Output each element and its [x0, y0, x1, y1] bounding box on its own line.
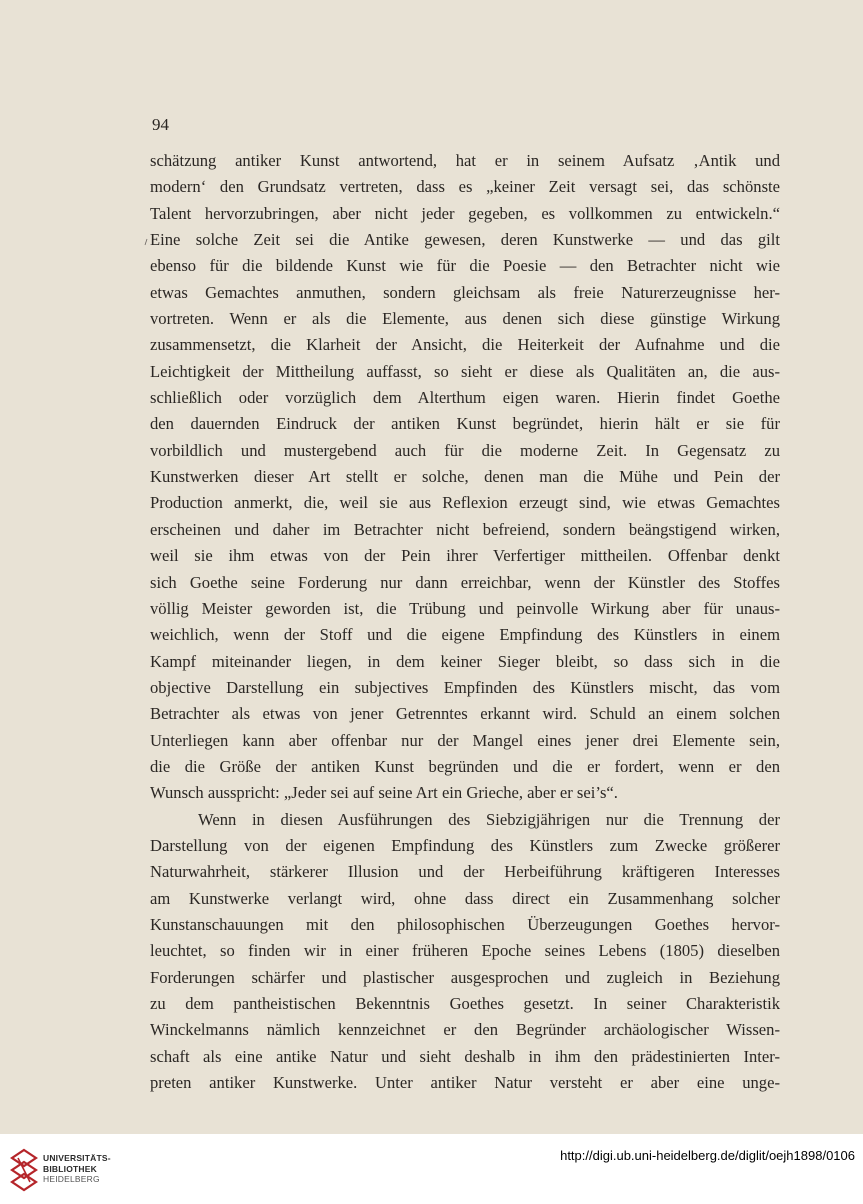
text-line: vorbildlich und mustergebend auch für die moderne Zeit. In Gegensatz zu [150, 440, 780, 460]
library-name [43, 1153, 111, 1185]
text-line: Unterliegen kann aber offenbar nur der Mangel eines jener drei Elemente sein, [150, 730, 780, 750]
text-line: Wenn in diesen Ausführungen des Siebzigjährigen nur die Trennung der [198, 809, 780, 829]
text-line: Production anmerkt, die, weil sie aus Reflexion erzeugt sind, wie etwas Gemachtes [150, 493, 780, 513]
text-line: Betrachter als etwas von jener Getrenntes erkannt wird. Schuld an einem solchen [150, 704, 780, 724]
text-line: weil sie ihm etwas von der Pein ihrer Verfertiger mittheilen. Offenbar denkt [150, 546, 780, 566]
text-line: leuchtet, so finden wir in einer früheren Epoche seines Lebens (1805) dieselben [150, 941, 780, 961]
library-seal-icon [10, 1148, 38, 1192]
logo-line-3: HEIDELBERG [43, 1174, 100, 1184]
library-logo[interactable] [10, 1148, 120, 1194]
body-text [150, 148, 780, 1096]
text-line: am Kunstwerke verlangt wird, ohne dass direct ein Zusammenhang solcher [150, 888, 780, 908]
footer-bar [0, 1134, 863, 1204]
text-line: objective Darstellung ein subjectives Empfinden des Künstlers mischt, das vom [150, 677, 780, 697]
text-line: Darstellung von der eigenen Empfindung des Künstlers zum Zwecke größerer [150, 835, 780, 855]
text-line: zu dem pantheistischen Bekenntnis Goethes gesetzt. In seiner Charakteristik [150, 994, 780, 1013]
text-line: erscheinen und daher im Betrachter nicht befreiend, sondern beängstigend wirken, [150, 519, 780, 539]
text-line: vortreten. Wenn er als die Elemente, aus denen sich diese günstige Wirkung [150, 309, 780, 329]
text-line: Kampf miteinander liegen, in dem keiner Sieger bleibt, so dass sich in die [150, 651, 780, 671]
text-line: schaft als eine antike Natur und sieht deshalb in ihm den prädestinierten Inter- [150, 1046, 780, 1066]
text-line: völlig Meister geworden ist, die Trübung und peinvolle Wirkung aber für unaus- [150, 598, 780, 618]
text-line: den dauernden Eindruck der antiken Kunst begründet, hierin hält er sie für [150, 414, 780, 434]
text-line: weichlich, wenn der Stoff und die eigene Empfindung des Künstlers in einem [150, 625, 780, 645]
text-line: Eine solche Zeit sei die Antike gewesen, deren Kunstwerke — und das gilt [150, 230, 780, 250]
source-url-link[interactable]: http://digi.ub.uni-heidelberg.de/diglit/oejh1898/0106 [560, 1148, 855, 1163]
logo-line-2: BIBLIOTHEK [43, 1163, 97, 1174]
text-line: Winckelmanns nämlich kennzeichnet er den Begründer archäologischer Wissen- [150, 1020, 780, 1040]
text-line: Wunsch ausspricht: „Jeder sei auf seine Art ein Grieche, aber er sei’s“. [150, 783, 618, 803]
text-line: Kunstwerken dieser Art stellt er solche, denen man die Mühe und Pein der [150, 467, 780, 487]
text-line: ebenso für die bildende Kunst wie für die Poesie — den Betrachter nicht wie [150, 256, 780, 276]
text-line: zusammensetzt, die Klarheit der Ansicht, die Heiterkeit der Aufnahme und die [150, 335, 780, 355]
text-line: Naturwahrheit, stärkerer Illusion und der Herbeiführung kräftigeren Interesses [150, 862, 780, 882]
logo-line-1: UNIVERSITÄTS- [43, 1153, 111, 1163]
text-line: Talent hervorzubringen, aber nicht jeder gegeben, es vollkommen zu entwickeln.“ [150, 203, 780, 223]
text-line: schätzung antiker Kunst antwortend, hat er in seinem Aufsatz ‚Antik und [150, 151, 780, 170]
text-line: schließlich oder vorzüglich dem Alterthum eigen waren. Hierin findet Goethe [150, 388, 780, 408]
text-line: Leichtigkeit der Mittheilung auffasst, so sieht er diese als Qualitäten an, die aus- [150, 361, 780, 381]
text-line: preten antiker Kunstwerke. Unter antiker Natur versteht er aber eine unge- [150, 1073, 780, 1093]
text-line: sich Goethe seine Forderung nur dann erreichbar, wenn der Künstler des Stoffes [150, 572, 780, 592]
pencil-mark-icon [143, 238, 149, 246]
text-line: die die Größe der antiken Kunst begründen und die er fordert, wenn er den [150, 756, 780, 776]
text-line: modern‘ den Grundsatz vertreten, dass es „keiner Zeit versagt sei, das schönste [150, 177, 780, 197]
text-line: etwas Gemachtes anmuthen, sondern gleichsam als freie Naturerzeugnisse her- [150, 282, 780, 302]
paragraph-1 [150, 148, 780, 807]
text-line: Forderungen schärfer und plastischer ausgesprochen und zugleich in Beziehung [150, 967, 780, 987]
page-number: 94 [152, 115, 169, 134]
paragraph-2 [150, 807, 780, 1097]
text-line: Kunstanschauungen mit den philosophischen Überzeugungen Goethes hervor- [150, 914, 780, 934]
